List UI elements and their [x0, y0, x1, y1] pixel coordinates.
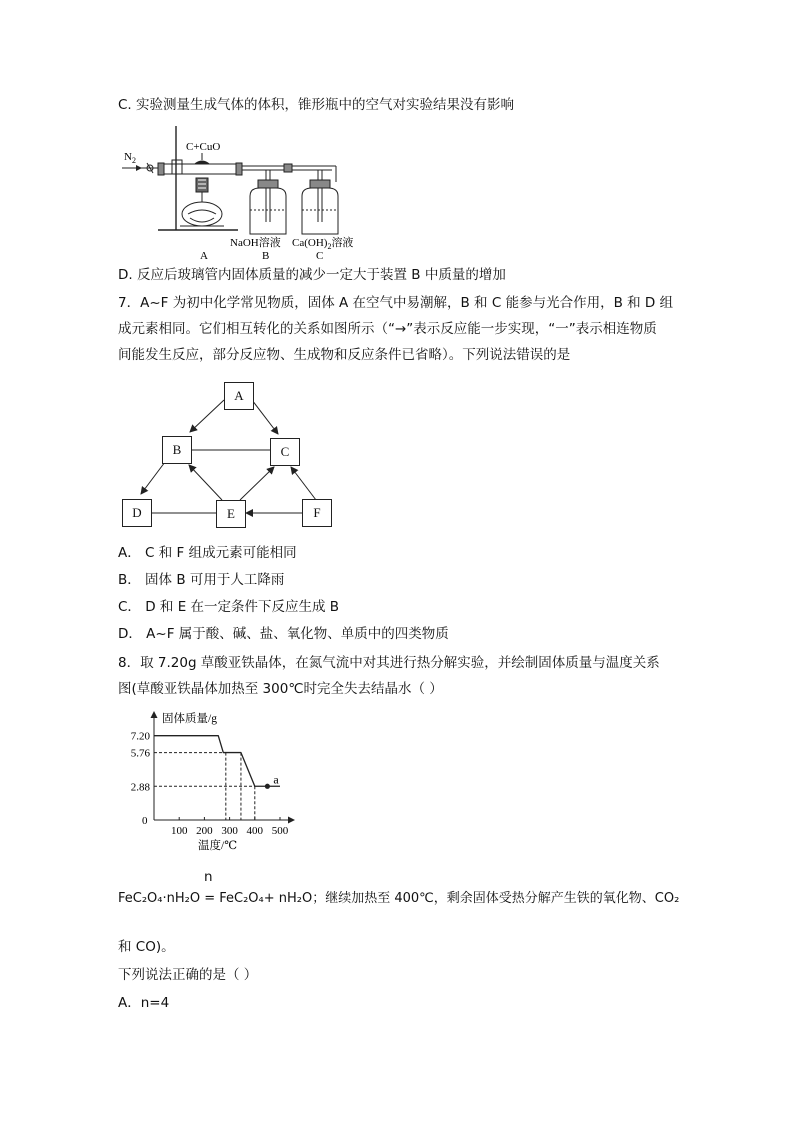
q8-question: 下列说法正确的是（ ）: [118, 967, 258, 983]
q7-stem-line1: 7．A~F 为初中化学常见物质，固体 A 在空气中易潮解，B 和 C 能参与光合作用，B 和 D 组: [118, 295, 674, 311]
mass-curve: [154, 736, 280, 787]
y-tick-label: 7.20: [130, 730, 150, 743]
y-tick-label: 2.88: [130, 781, 150, 794]
q7-option-c: C． D 和 E 在一定条件下反应生成 B: [118, 599, 340, 615]
point-a-label: a: [273, 772, 279, 787]
origin-label: 0: [142, 815, 148, 827]
x-tick-label: 300: [221, 825, 238, 837]
q8-option-a: A．n=4: [118, 995, 170, 1011]
apparatus-label-a: A: [200, 250, 208, 262]
q7-option-b: B． 固体 B 可用于人工降雨: [118, 572, 285, 588]
q7-option-d: D． A~F 属于酸、碱、盐、氧化物、单质中的四类物质: [118, 626, 449, 642]
node-f: F: [302, 499, 332, 527]
equation-line: FeC₂O₄·nH₂O = FeC₂O₄+ nH₂O；继续加热至 400℃，剩余固体受热分解产生铁的氧化物、CO₂: [118, 891, 680, 906]
cuo-label: C+CuO: [186, 141, 221, 153]
c-solution-label: $Ca(OH)_2$溶液: [292, 237, 354, 251]
x-tick-label: 100: [170, 825, 188, 837]
apparatus-label-c: C: [316, 250, 324, 262]
n-label: n: [204, 869, 213, 885]
point-a: [265, 784, 270, 789]
apparatus-label-b: B: [262, 250, 270, 262]
n2-label: $N_2$: [124, 151, 136, 165]
node-d: D: [122, 499, 152, 527]
node-b: B: [162, 436, 192, 464]
x-axis-label: 温度/℃: [198, 840, 238, 852]
y-tick-label: 5.76: [130, 747, 150, 760]
equation-continued: 和 CO)。: [118, 939, 175, 955]
q6-option-d: D. 反应后玻璃管内固体质量的减少一定大于装置 B 中质量的增加: [118, 267, 506, 283]
q6-option-c: C. 实验测量生成气体的体积，锥形瓶中的空气对实验结果没有影响: [118, 97, 515, 113]
x-tick-label: 400: [246, 825, 264, 837]
q8-stem-line2: 图(草酸亚铁晶体加热至 300℃时完全失去结晶水（ ）: [118, 681, 443, 697]
q7-stem-line3: 间能发生反应，部分反应物、生成物和反应条件已省略）。下列说法错误的是: [118, 347, 571, 363]
mass-temperature-chart: [118, 706, 298, 854]
q8-stem-line1: 8．取 7.20g 草酸亚铁晶体，在氮气流中对其进行热分解实验，并绘制固体质量与温度关系: [118, 655, 660, 671]
q7-option-a: A． C 和 F 组成元素可能相同: [118, 545, 297, 561]
x-tick-label: 200: [196, 825, 213, 837]
b-solution-label: NaOH溶液: [230, 237, 281, 249]
node-a: A: [224, 382, 254, 410]
node-c: C: [270, 438, 300, 466]
q7-stem-line2: 成元素相同。它们相互转化的关系如图所示（“→”表示反应能一步实现，“一”表示相连物质: [118, 321, 657, 337]
node-e: E: [216, 500, 246, 528]
y-axis-label: 固体质量/g: [162, 713, 217, 725]
x-tick-label: 500: [271, 825, 289, 837]
